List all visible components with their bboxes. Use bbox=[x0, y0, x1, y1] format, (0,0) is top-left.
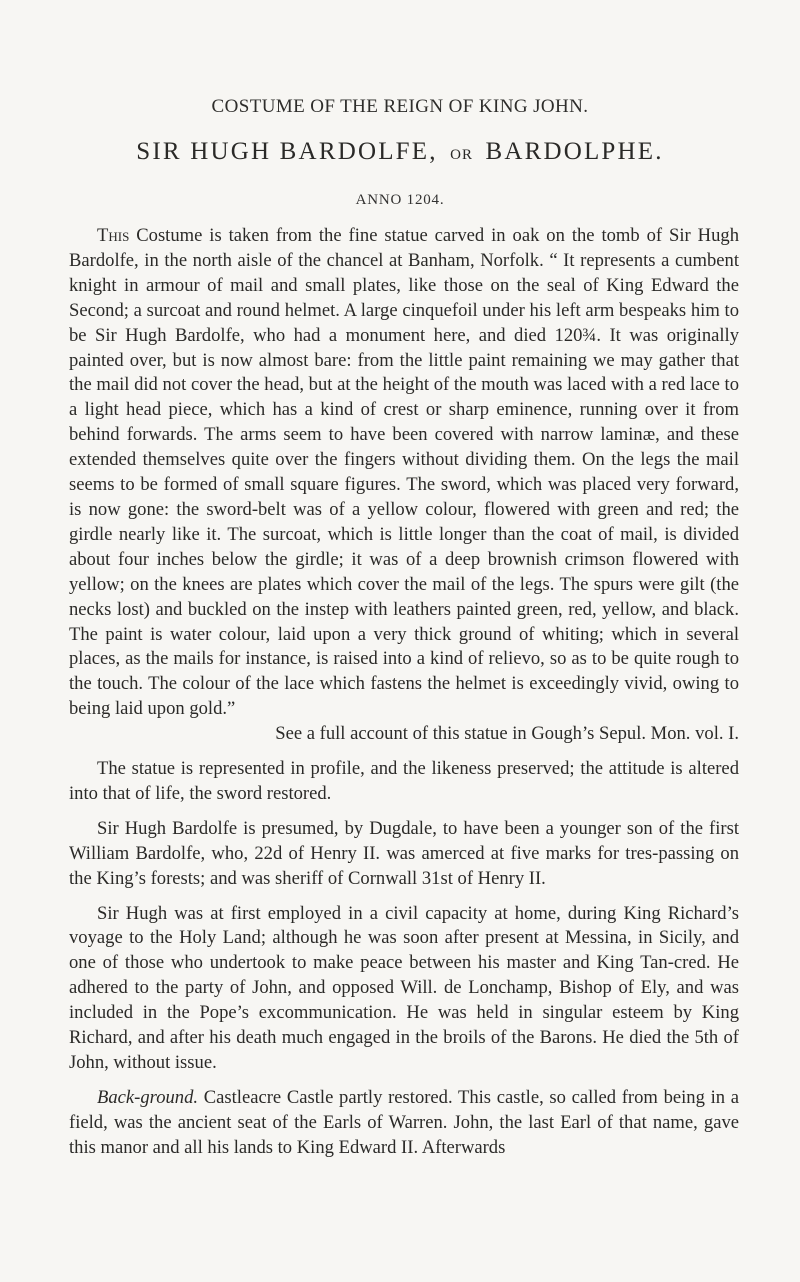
paragraph-background bbox=[69, 1086, 739, 1161]
anno-date: ANNO 1204. bbox=[355, 192, 445, 208]
lead-word: This bbox=[97, 225, 130, 246]
title-alt-name: BARDOLPHE. bbox=[485, 138, 664, 165]
title-name: SIR HUGH BARDOLFE, bbox=[136, 138, 438, 165]
body-text bbox=[69, 224, 739, 1161]
title-or: OR bbox=[450, 147, 473, 163]
paragraph-text: Costume is taken from the fine statue carved in oak on the tomb of Sir Hugh Bardolfe, in the north aisle of the chancel at Banham, Norfolk. “ It represents a cumbent knight in armour of mail and small plates, like those on the seal of King Edward the Second; a surcoat and round helmet. A large cinquefoil under his left arm bespeaks him to be Sir Hugh Bardolfe, who had a monument here, and died 120¾. It was originally painted over, but is now almost bare: from the little paint remaining we may gather that the mail did not cover the head, but at the height of the mouth was laced with a red lace to a light head piece, which has a kind of crest or sharp eminence, running over it from behind forwards. The arms seem to have been covered with narrow laminæ, and these extended themselves quite over the fingers without dividing them. On the legs the mail seems to be formed of small square figures. The sword, which was placed very forward, is now gone: the sword-belt was of a yellow colour, flowered with green and red; the girdle nearly like it. The surcoat, which is little longer than the coat of mail, is divided about four inches below the girdle; it was of a deep brownish crimson flowered with yellow; on the knees are plates which cover the mail of the legs. The spurs were gilt (the necks lost) and buckled on the instep with leathers painted green, red, yellow, and black. The paint is water colour, laid upon a very thick ground of whiting; which in several places, as the mails for instance, is raised into a kind of relievo, so as to be quite rough to the touch. The colour of the lace which fastens the helmet is exceedingly vivid, owing to being laid upon gold.” bbox=[69, 225, 739, 720]
running-head: COSTUME OF THE REIGN OF KING JOHN. bbox=[211, 96, 589, 117]
paragraph-text: Castleacre Castle partly restored. This castle, so called from being in a field, was the ancient seat of the Earls of Warren. John, the last Earl of that name, gave this manor and all his lands to King Edward II. Afterwards bbox=[69, 1086, 739, 1158]
page-title bbox=[0, 138, 800, 166]
paragraph-lineage: Sir Hugh Bardolfe is presumed, by Dugdale, to have been a younger son of the first William Bardolfe, who, 22d of Henry II. was amerced at five marks for tres-passing on the King’s forests; and was sheriff of Cornwall 31st of Henry II. bbox=[69, 817, 739, 889]
paragraph-statue: The statue is represented in profile, and the likeness preserved; the attitude is altered into that of life, the sword restored. bbox=[69, 758, 739, 804]
background-label: Back-ground. bbox=[97, 1086, 199, 1108]
paragraph-costume bbox=[69, 224, 739, 722]
paragraph-career: Sir Hugh was at first employed in a civil capacity at home, during King Richard’s voyage to the Holy Land; although he was soon after present at Messina, in Sicily, and one of those who undertook to make peace between his master and King Tan-cred. He adhered to the party of John, and opposed Will. de Lonchamp, Bishop of Ely, and was included in the Pope’s excommunication. He was held in singular esteem by King Richard, and after his death much engaged in the broils of the Barons. He died the 5th of John, without issue. bbox=[69, 902, 739, 1073]
reference-line: See a full account of this statue in Gough’s Sepul. Mon. vol. I. bbox=[275, 723, 739, 745]
